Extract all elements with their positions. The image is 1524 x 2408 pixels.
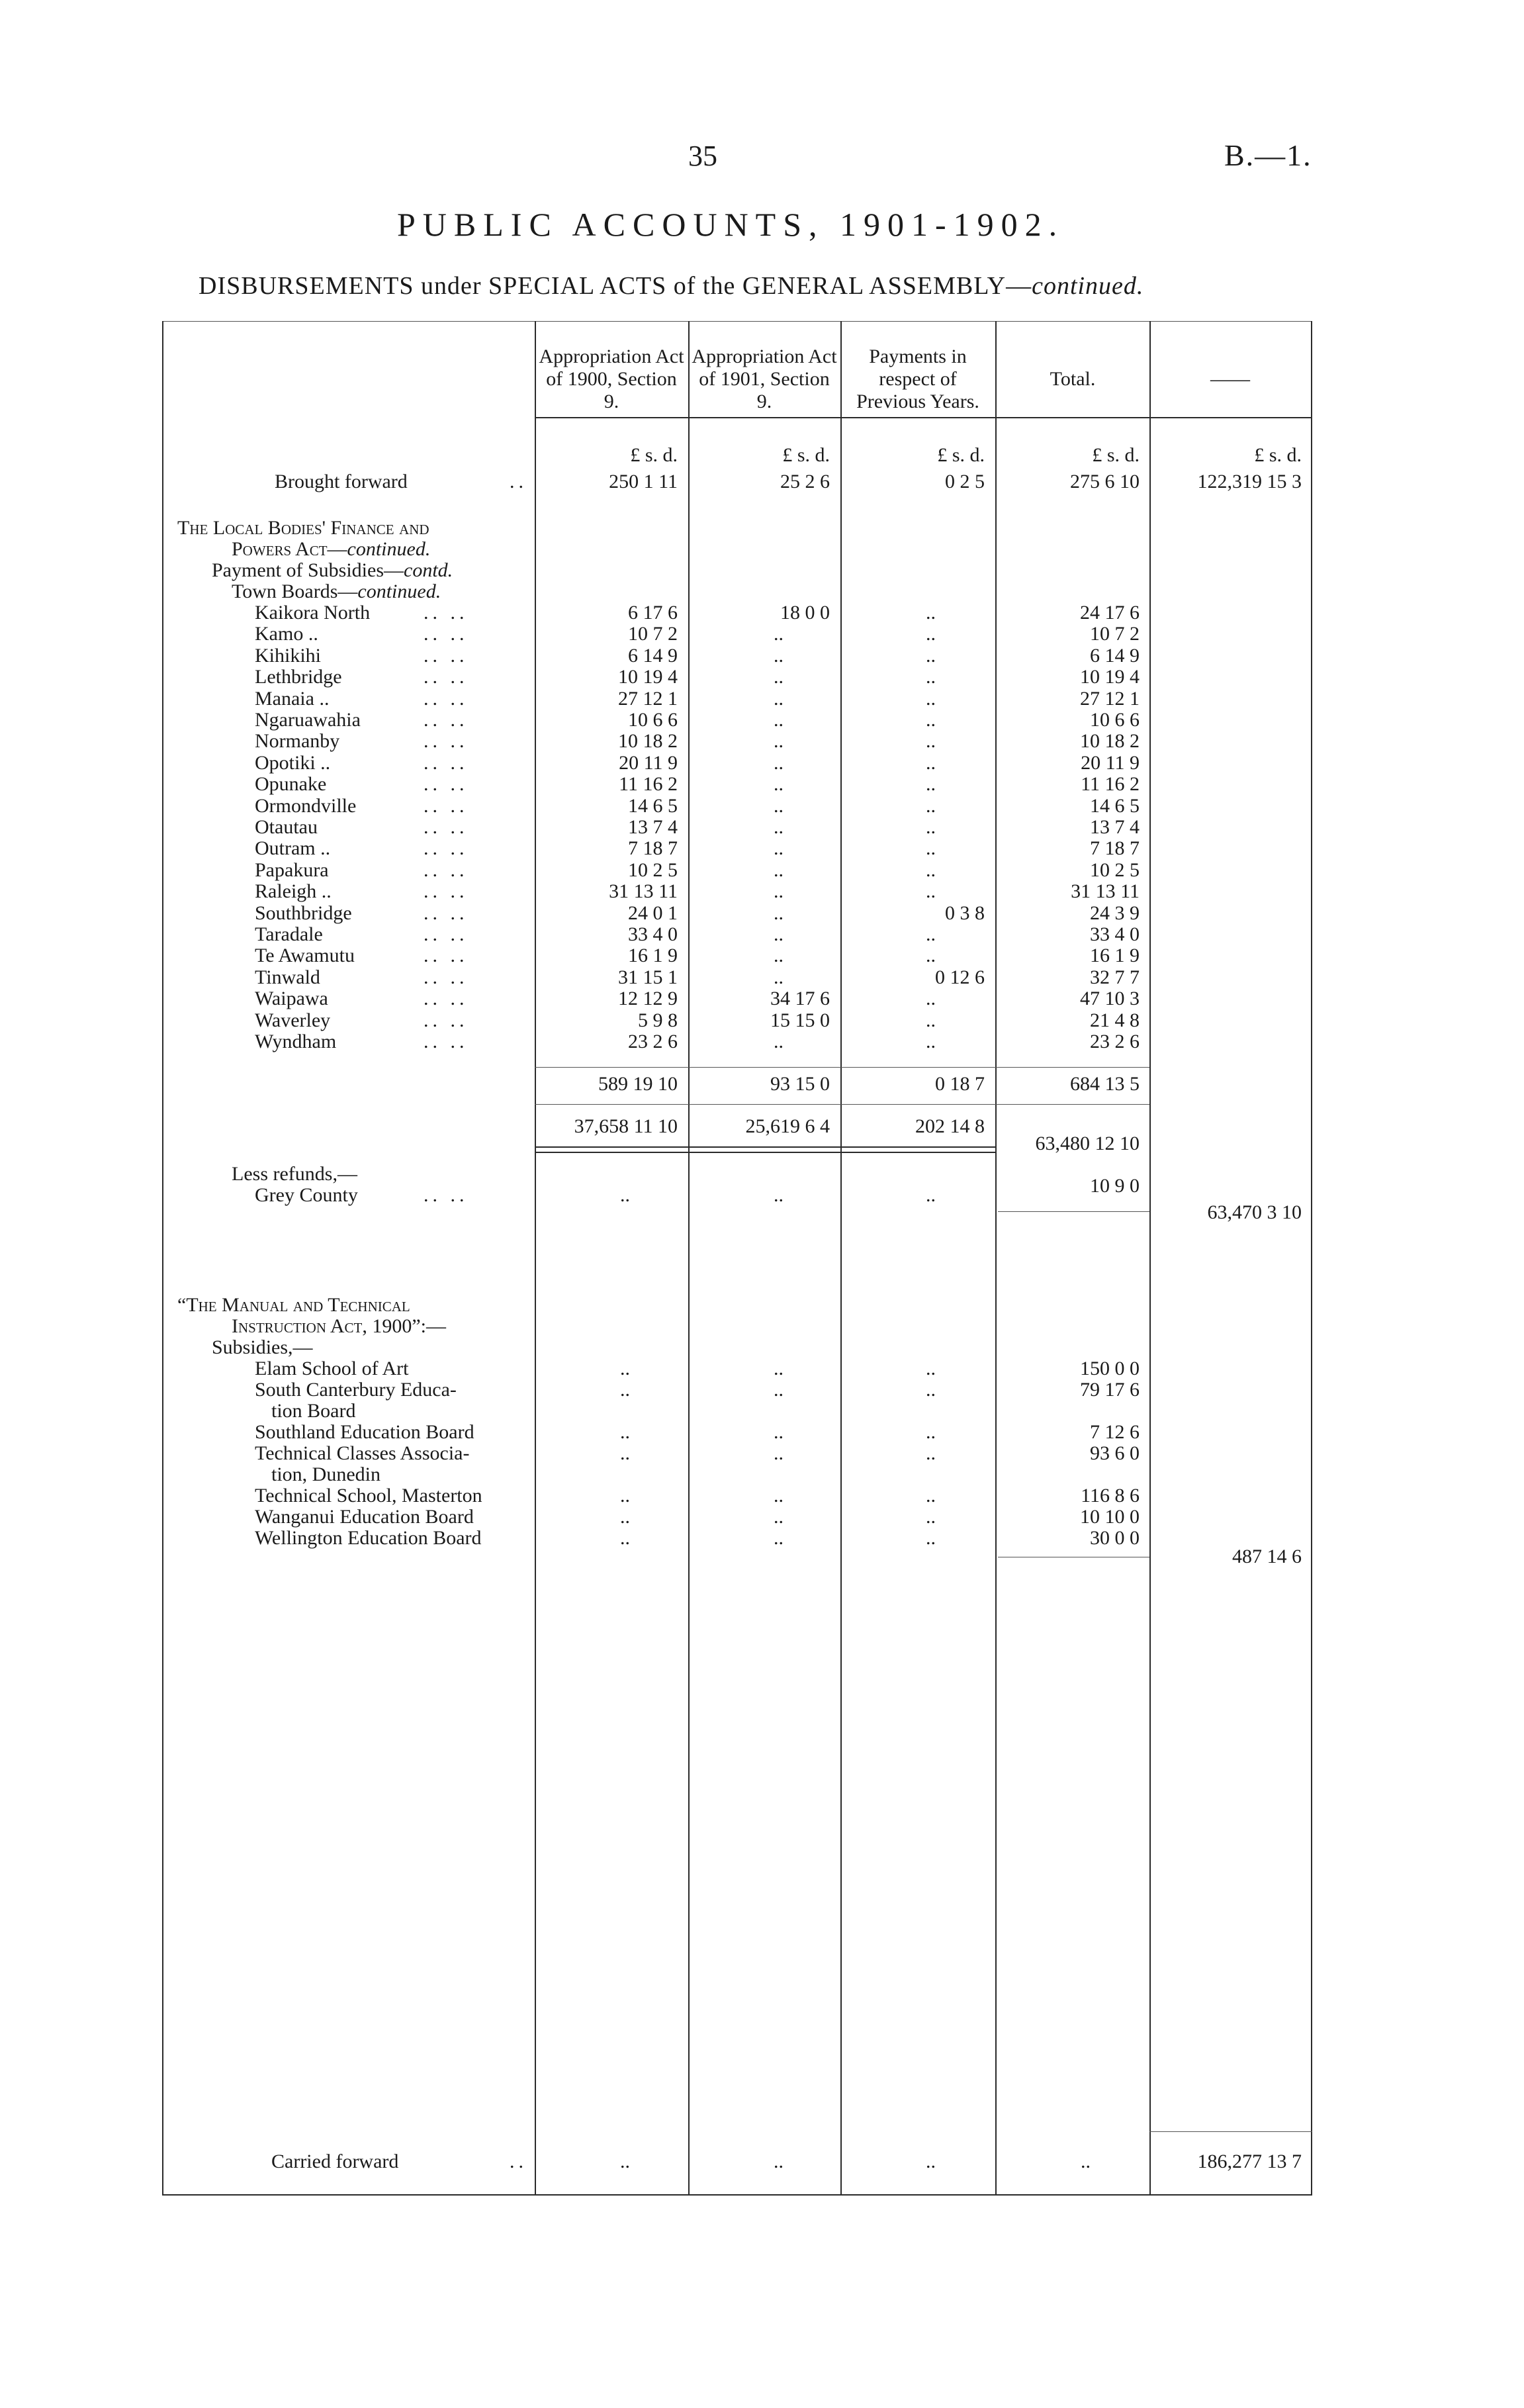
- town-board-c2: ..: [774, 795, 784, 817]
- total-c4: 63,480 12 10: [1035, 1133, 1140, 1154]
- town-board-leader: .. ..: [424, 602, 469, 624]
- section-heading-manual-technical-line2: Instruction Act, 1900”:—: [232, 1315, 446, 1337]
- subsidy-empty-c1: ..: [620, 1527, 630, 1549]
- town-board-c4: 33 4 0: [1090, 923, 1140, 945]
- subsidy-total: 93 6 0: [1090, 1442, 1140, 1464]
- town-board-name: Ngaruawahia: [255, 709, 361, 731]
- subtotal-c2: 93 15 0: [770, 1073, 830, 1095]
- section-heading-manual-technical: “The Manual and Technical: [177, 1294, 410, 1316]
- town-board-c3: 0 12 6: [935, 966, 985, 988]
- town-board-name: Southbridge: [255, 902, 352, 924]
- town-board-c1: 31 15 1: [618, 966, 678, 988]
- town-board-c2: ..: [774, 1031, 784, 1052]
- town-board-leader: .. ..: [424, 837, 469, 859]
- town-board-c3: ..: [926, 816, 936, 838]
- units-label-c3: £ s. d.: [937, 444, 985, 466]
- town-board-c3: ..: [926, 752, 936, 774]
- town-board-c3: ..: [926, 1031, 936, 1052]
- subsidy-empty-c1: ..: [620, 1379, 630, 1401]
- town-board-c3: ..: [926, 709, 936, 731]
- subheading-payment-of-subsidies: [212, 560, 453, 581]
- town-board-name: Papakura: [255, 859, 329, 881]
- town-board-name: Tinwald: [255, 966, 320, 988]
- town-board-c1: 13 7 4: [628, 816, 678, 838]
- town-board-c3: ..: [926, 666, 936, 688]
- subheading-payment-text: Payment of Subsidies—: [212, 559, 404, 581]
- town-board-name: Waverley: [255, 1009, 331, 1031]
- town-board-name: Raleigh ..: [255, 880, 332, 902]
- header-bottom-rule: [535, 417, 1312, 418]
- town-board-c1: 12 12 9: [618, 988, 678, 1009]
- town-board-name: Wyndham: [255, 1031, 337, 1052]
- column-header-summary: ——: [1210, 368, 1250, 390]
- town-board-leader: .. ..: [424, 945, 469, 966]
- carried-forward-c5: 186,277 13 7: [1197, 2151, 1302, 2172]
- refunds-c1: ..: [620, 1184, 630, 1206]
- town-board-c2: ..: [774, 730, 784, 752]
- town-board-c1: 11 16 2: [619, 773, 678, 795]
- subsidy-empty-c3: ..: [926, 1379, 936, 1401]
- town-board-name: Waipawa: [255, 988, 328, 1009]
- town-board-c3: ..: [926, 602, 936, 624]
- town-board-c3: ..: [926, 730, 936, 752]
- refunds-heading: Less refunds,—: [232, 1163, 357, 1185]
- town-board-c3: ..: [926, 645, 936, 667]
- total-c3: 202 14 8: [915, 1115, 985, 1137]
- column-header-appropriation-1901: Appropriation Act of 1901, Section 9.: [692, 346, 837, 412]
- subsidy-empty-c3: ..: [926, 1421, 936, 1443]
- section-heading-line2-text: Powers Act—: [232, 538, 347, 560]
- town-board-c1: 10 19 4: [618, 666, 678, 688]
- town-board-name: Lethbridge: [255, 666, 342, 688]
- column-header-total: Total.: [1050, 368, 1096, 390]
- subtotal-c1: 589 19 10: [598, 1073, 678, 1095]
- table-top-rule: [162, 321, 1312, 322]
- carried-forward-label: Carried forward: [271, 2151, 399, 2172]
- town-board-name: Kamo ..: [255, 623, 318, 645]
- subsidy-empty-c2: ..: [774, 1379, 784, 1401]
- brought-forward-leader: ..: [510, 471, 527, 492]
- total-c2: 25,619 6 4: [745, 1115, 830, 1137]
- town-board-c4: 16 1 9: [1090, 945, 1140, 966]
- subsidy-empty-c3: ..: [926, 1527, 936, 1549]
- town-board-leader: .. ..: [424, 1031, 469, 1052]
- town-board-c1: 31 13 11: [609, 880, 678, 902]
- subsidies-total: 487 14 6: [1232, 1546, 1302, 1567]
- town-board-c1: 10 6 6: [628, 709, 678, 731]
- column-divider-5: [1149, 321, 1151, 2196]
- column-divider-1: [535, 321, 536, 2196]
- town-board-c4: 47 10 3: [1080, 988, 1140, 1009]
- town-board-leader: .. ..: [424, 966, 469, 988]
- town-board-c1: 6 14 9: [628, 645, 678, 667]
- town-board-name: Manaia ..: [255, 688, 330, 710]
- refunds-rule: [998, 1211, 1149, 1212]
- town-board-c1: 14 6 5: [628, 795, 678, 817]
- town-board-c4: 10 2 5: [1090, 859, 1140, 881]
- subsidy-empty-c1: ..: [620, 1506, 630, 1528]
- town-board-c3: ..: [926, 923, 936, 945]
- town-board-c2: ..: [774, 645, 784, 667]
- town-board-leader: .. ..: [424, 816, 469, 838]
- subtotal-bottom-rule: [535, 1104, 1149, 1105]
- brought-forward-c2: 25 2 6: [780, 471, 830, 492]
- town-board-c1: 10 18 2: [618, 730, 678, 752]
- subheading-town-boards-continued: continued.: [357, 580, 441, 602]
- subtotal-top-rule: [535, 1067, 1149, 1068]
- subsidy-empty-c1: ..: [620, 1421, 630, 1443]
- page-title: PUBLIC ACCOUNTS, 1901-1902.: [397, 206, 1065, 243]
- town-board-c4: 7 18 7: [1090, 837, 1140, 859]
- refunds-net: 63,470 3 10: [1207, 1201, 1302, 1223]
- subheading-town-boards: [232, 581, 441, 602]
- refunds-c3: ..: [926, 1184, 936, 1206]
- brought-forward-c1: 250 1 11: [609, 471, 678, 492]
- town-board-name: Ormondville: [255, 795, 357, 817]
- town-board-c2: ..: [774, 816, 784, 838]
- town-board-leader: .. ..: [424, 1009, 469, 1031]
- subheading-subsidies: Subsidies,—: [212, 1336, 313, 1358]
- town-board-c1: 10 7 2: [628, 623, 678, 645]
- subsidy-empty-c2: ..: [774, 1358, 784, 1379]
- town-board-c2: ..: [774, 859, 784, 881]
- subsidy-name: Technical School, Masterton: [255, 1485, 482, 1506]
- town-board-leader: .. ..: [424, 859, 469, 881]
- town-board-c2: ..: [774, 902, 784, 924]
- town-board-name: Te Awamutu: [255, 945, 355, 966]
- town-board-c1: 23 2 6: [628, 1031, 678, 1052]
- refunds-leader: .. ..: [424, 1184, 469, 1206]
- section-heading-local-bodies-line2: [232, 539, 430, 560]
- subsidy-empty-c3: ..: [926, 1506, 936, 1528]
- town-board-c4: 24 3 9: [1090, 902, 1140, 924]
- town-board-c2: ..: [774, 752, 784, 774]
- town-board-c3: ..: [926, 688, 936, 710]
- units-label-c2: £ s. d.: [782, 444, 830, 466]
- town-board-c3: ..: [926, 945, 936, 966]
- town-board-c1: 16 1 9: [628, 945, 678, 966]
- subsidy-empty-c2: ..: [774, 1485, 784, 1506]
- town-board-name: Opotiki ..: [255, 752, 331, 774]
- document-reference: B.—1.: [1224, 138, 1312, 172]
- town-board-name: Opunake: [255, 773, 327, 795]
- refunds-c4: 10 9 0: [1090, 1175, 1140, 1197]
- column-header-appropriation-1900: Appropriation Act of 1900, Section 9.: [539, 346, 684, 412]
- town-board-c2: ..: [774, 923, 784, 945]
- subsidy-empty-c3: ..: [926, 1485, 936, 1506]
- subsidy-total: 150 0 0: [1080, 1358, 1140, 1379]
- town-board-c4: 13 7 4: [1090, 816, 1140, 838]
- total-double-rule-b: [535, 1152, 995, 1153]
- page-number: 35: [688, 140, 717, 172]
- town-board-c4: 27 12 1: [1080, 688, 1140, 710]
- town-board-leader: .. ..: [424, 709, 469, 731]
- carried-forward-top-rule: [1149, 2131, 1312, 2132]
- town-board-c1: 5 9 8: [638, 1009, 678, 1031]
- town-board-leader: .. ..: [424, 773, 469, 795]
- subsidy-name-cont: tion Board: [271, 1400, 356, 1422]
- subtotal-c4: 684 13 5: [1070, 1073, 1140, 1095]
- subsidy-name: Wanganui Education Board: [255, 1506, 474, 1528]
- units-label-c4: £ s. d.: [1092, 444, 1140, 466]
- brought-forward-c5: 122,319 15 3: [1197, 471, 1302, 492]
- subtitle-continued: continued.: [1032, 272, 1144, 300]
- town-board-c2: ..: [774, 966, 784, 988]
- section-heading-local-bodies: The Local Bodies' Finance and: [177, 517, 429, 539]
- subsidy-empty-c2: ..: [774, 1527, 784, 1549]
- column-divider-3: [840, 321, 842, 2196]
- town-board-leader: .. ..: [424, 623, 469, 645]
- town-board-c4: 6 14 9: [1090, 645, 1140, 667]
- town-board-c3: ..: [926, 795, 936, 817]
- town-board-c2: 15 15 0: [770, 1009, 830, 1031]
- subsidy-empty-c2: ..: [774, 1442, 784, 1464]
- subsidy-total: 10 10 0: [1080, 1506, 1140, 1528]
- town-board-c2: ..: [774, 773, 784, 795]
- town-board-c2: ..: [774, 837, 784, 859]
- town-board-c1: 7 18 7: [628, 837, 678, 859]
- town-board-c4: 10 18 2: [1080, 730, 1140, 752]
- town-board-c3: ..: [926, 988, 936, 1009]
- town-board-c1: 10 2 5: [628, 859, 678, 881]
- carried-forward-c3: ..: [926, 2151, 936, 2172]
- subsidy-total: 79 17 6: [1080, 1379, 1140, 1401]
- town-board-c1: 33 4 0: [628, 923, 678, 945]
- town-board-c4: 10 19 4: [1080, 666, 1140, 688]
- town-board-c2: 34 17 6: [770, 988, 830, 1009]
- town-board-leader: .. ..: [424, 730, 469, 752]
- town-board-c4: 14 6 5: [1090, 795, 1140, 817]
- refunds-c2: ..: [774, 1184, 784, 1206]
- refunds-grey-county: Grey County: [255, 1184, 358, 1206]
- town-board-c3: ..: [926, 773, 936, 795]
- subsidy-empty-c1: ..: [620, 1442, 630, 1464]
- subheading-payment-contd: contd.: [404, 559, 453, 581]
- town-board-c4: 11 16 2: [1081, 773, 1140, 795]
- brought-forward-c3: 0 2 5: [945, 471, 985, 492]
- town-board-c2: ..: [774, 666, 784, 688]
- carried-forward-c2: ..: [774, 2151, 784, 2172]
- total-c1: 37,658 11 10: [574, 1115, 678, 1137]
- town-board-c1: 24 0 1: [628, 902, 678, 924]
- town-board-leader: .. ..: [424, 880, 469, 902]
- total-double-rule-a: [535, 1146, 995, 1148]
- subsidy-total: 7 12 6: [1090, 1421, 1140, 1443]
- subsidy-name: Technical Classes Associa-: [255, 1442, 470, 1464]
- town-board-c3: ..: [926, 859, 936, 881]
- town-board-c4: 23 2 6: [1090, 1031, 1140, 1052]
- subsidy-name: Southland Education Board: [255, 1421, 474, 1443]
- subtitle-text: DISBURSEMENTS under SPECIAL ACTS of the GENERAL ASSEMBLY—: [199, 272, 1032, 300]
- town-board-c4: 10 6 6: [1090, 709, 1140, 731]
- town-board-c3: 0 3 8: [945, 902, 985, 924]
- town-board-leader: .. ..: [424, 923, 469, 945]
- town-board-c3: ..: [926, 1009, 936, 1031]
- town-board-c4: 10 7 2: [1090, 623, 1140, 645]
- town-board-c4: 31 13 11: [1071, 880, 1140, 902]
- subsidy-name: Elam School of Art: [255, 1358, 409, 1379]
- town-board-name: Taradale: [255, 923, 323, 945]
- column-divider-2: [688, 321, 690, 2196]
- subtotal-c3: 0 18 7: [935, 1073, 985, 1095]
- units-label-c1: £ s. d.: [630, 444, 678, 466]
- town-board-c1: 27 12 1: [618, 688, 678, 710]
- subsidy-empty-c3: ..: [926, 1358, 936, 1379]
- town-board-name: Otautau: [255, 816, 318, 838]
- town-board-c3: ..: [926, 880, 936, 902]
- table-right-border: [1311, 321, 1312, 2196]
- carried-forward-c1: ..: [620, 2151, 630, 2172]
- subsidy-empty-c2: ..: [774, 1506, 784, 1528]
- section-heading-line2-continued: continued.: [347, 538, 431, 560]
- town-board-c2: ..: [774, 623, 784, 645]
- subsidy-name-cont: tion, Dunedin: [271, 1463, 381, 1485]
- town-board-name: Kaikora North: [255, 602, 371, 624]
- subheading-town-boards-text: Town Boards—: [232, 580, 358, 602]
- carried-forward-c4: ..: [1081, 2151, 1091, 2172]
- subsidy-empty-c2: ..: [774, 1421, 784, 1443]
- table-bottom-rule: [162, 2194, 1312, 2196]
- town-board-leader: .. ..: [424, 752, 469, 774]
- town-board-c3: ..: [926, 837, 936, 859]
- town-board-name: Normanby: [255, 730, 340, 752]
- column-divider-4: [995, 321, 997, 2196]
- town-board-leader: .. ..: [424, 988, 469, 1009]
- subsidy-empty-c1: ..: [620, 1358, 630, 1379]
- town-board-name: Kihikihi: [255, 645, 322, 667]
- town-board-name: Outram ..: [255, 837, 331, 859]
- page-subtitle: [199, 271, 1143, 301]
- town-board-c1: 6 17 6: [628, 602, 678, 624]
- town-board-c3: ..: [926, 623, 936, 645]
- carried-forward-leader: ..: [510, 2151, 527, 2172]
- town-board-leader: .. ..: [424, 645, 469, 667]
- column-header-previous-years: Payments in respect of Previous Years.: [856, 346, 979, 412]
- town-board-c4: 20 11 9: [1081, 752, 1140, 774]
- units-label-c5: £ s. d.: [1254, 444, 1302, 466]
- town-board-c2: 18 0 0: [780, 602, 830, 624]
- town-board-leader: .. ..: [424, 688, 469, 710]
- town-board-leader: .. ..: [424, 666, 469, 688]
- subsidy-name: South Canterbury Educa-: [255, 1379, 457, 1401]
- town-board-c2: ..: [774, 945, 784, 966]
- brought-forward-label: Brought forward: [275, 471, 408, 492]
- town-board-c4: 24 17 6: [1080, 602, 1140, 624]
- table-left-border: [162, 321, 163, 2196]
- town-board-c2: ..: [774, 688, 784, 710]
- town-board-c2: ..: [774, 709, 784, 731]
- town-board-c4: 32 7 7: [1090, 966, 1140, 988]
- town-board-c1: 20 11 9: [619, 752, 678, 774]
- subsidy-total: 30 0 0: [1090, 1527, 1140, 1549]
- town-board-leader: .. ..: [424, 902, 469, 924]
- subsidy-empty-c3: ..: [926, 1442, 936, 1464]
- town-board-c2: ..: [774, 880, 784, 902]
- subsidy-empty-c1: ..: [620, 1485, 630, 1506]
- subsidy-total: 116 8 6: [1081, 1485, 1140, 1506]
- brought-forward-c4: 275 6 10: [1070, 471, 1140, 492]
- town-board-c4: 21 4 8: [1090, 1009, 1140, 1031]
- subsidy-name: Wellington Education Board: [255, 1527, 482, 1549]
- town-board-leader: .. ..: [424, 795, 469, 817]
